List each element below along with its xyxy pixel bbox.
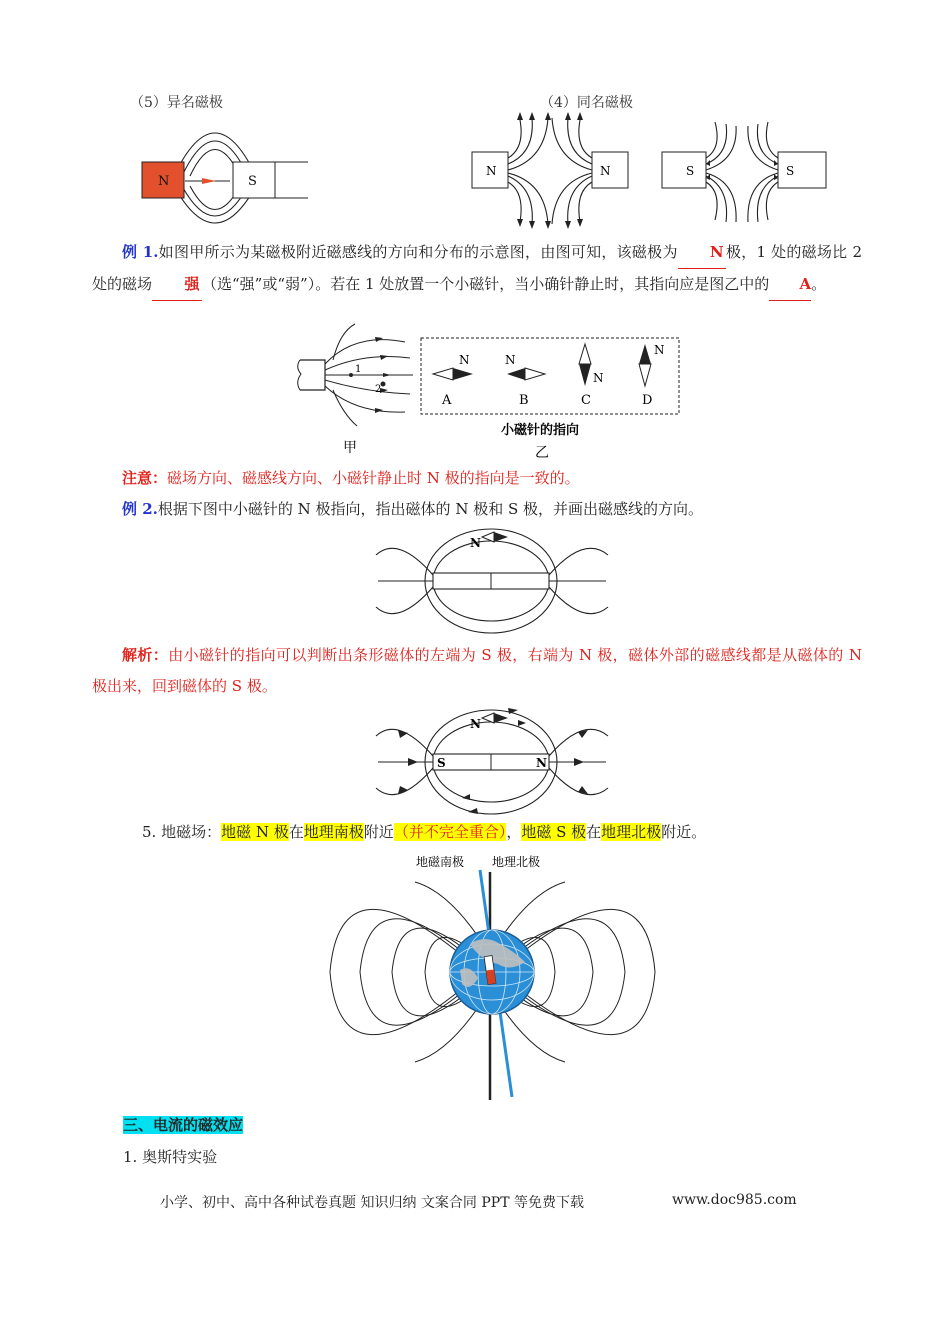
point-1-label: 1 [355, 364, 362, 375]
n-label: N [158, 174, 170, 189]
analysis-label: 解析： [122, 646, 169, 664]
figure-bar-magnet-answer [378, 706, 608, 818]
caption-opposite-poles: （5）异名磁极 [130, 95, 223, 111]
caption-like-poles: （4）同名磁极 [540, 95, 633, 111]
example1-text-a: 如图甲所示为某磁极附近磁感线的方向和分布的示意图，由图可知，该磁极为 [158, 243, 678, 261]
point-2-label: 2 [375, 384, 382, 395]
footer-url[interactable]: www.doc985.com [672, 1192, 797, 1208]
example1-text-d: 。 [811, 275, 827, 293]
option-b-needle-icon [505, 353, 545, 380]
yi-label: 乙 [535, 445, 549, 461]
example1-paragraph [92, 237, 862, 301]
geo-south-pole: 地理南极 [303, 823, 364, 841]
option-c-label: C [581, 393, 591, 408]
analysis-paragraph [92, 640, 862, 702]
needle-box-caption: 小磁针的指向 [501, 423, 580, 438]
example1-text-b: 极，1 处的磁场比 2 处的磁场 [92, 243, 862, 293]
figure-jia-yi [295, 322, 685, 462]
label-geo-north: 地理北极 [492, 855, 541, 869]
footer-text: 小学、初中、高中各种试卷真题 知识归纳 文案合同 PPT 等免费下载 [160, 1195, 584, 1211]
jia-label: 甲 [343, 440, 357, 456]
option-c-needle-icon [579, 344, 604, 386]
small-needle-icon [202, 178, 216, 184]
option-d-label: D [642, 393, 653, 408]
example2-text: 根据下图中小磁针的 N 极指向，指出磁体的 N 极和 S 极，并画出磁感线的方向。 [157, 500, 704, 518]
example1-label: 例 1. [122, 243, 159, 261]
geo-prefix: 5. 地磁场： [142, 823, 222, 841]
answer-n-label: N [536, 756, 547, 770]
option-b-label: B [519, 393, 529, 408]
option-d-needle-icon [639, 343, 665, 386]
note-label: 注意： [122, 469, 168, 487]
geo-north-pole: 地理北极 [601, 823, 662, 841]
section3-title: 三、电流的磁效应 [123, 1116, 244, 1134]
section3-item1: 1. 奥斯特实验 [123, 1148, 218, 1166]
option-a-label: A [442, 393, 452, 408]
option-a-needle-icon [433, 353, 473, 380]
figure-bar-magnet-question [378, 525, 608, 637]
geo-not-coincide: （并不完全重合） [393, 823, 507, 841]
geo-magnetic-n: 地磁 N 极 [221, 823, 289, 841]
svg-text:N: N [459, 353, 470, 367]
figure-opposite-poles [130, 118, 310, 228]
needle-n-label-answer: N [470, 717, 481, 731]
s-label: S [248, 174, 257, 189]
example2-paragraph [92, 494, 862, 525]
geo-magnetic-s: 地磁 S 极 [521, 823, 587, 841]
example2-label: 例 2. [122, 500, 158, 518]
analysis-text: 由小磁针的指向可以判断出条形磁体的左端为 S 极，右端为 N 极，磁体外部的磁感线都是从磁体的 N 极出来，回到磁体的 S 极。 [92, 646, 862, 695]
svg-text:N: N [654, 343, 665, 357]
figure-like-poles-n [470, 118, 630, 228]
n-label-right: N [600, 164, 611, 178]
s-label-right: S [786, 164, 795, 178]
figure-like-poles-s [660, 118, 830, 228]
example1-text-c: （选“强”或“弱”）。若在 1 处放置一个小磁针，当小确针静止时，其指向应是图乙中的 [202, 275, 770, 293]
needle-n-label: N [470, 536, 481, 550]
geomagnetic-paragraph: 5. 地磁场：地磁 N 极在地理南极附近（并不完全重合），地磁 S 极在地理北极附近。 [142, 823, 707, 841]
example1-answer2: 强 [152, 269, 202, 301]
n-label-left: N [486, 164, 497, 178]
svg-text:N: N [505, 353, 516, 367]
s-label-left: S [686, 164, 695, 178]
figure-earth-magnetic-field [320, 852, 665, 1102]
note-text: 磁场方向、磁感线方向、小磁针静止时 N 极的指向是一致的。 [167, 469, 580, 487]
example1-answer1: N [678, 237, 726, 269]
svg-text:N: N [593, 371, 604, 385]
answer-s-label: S [437, 756, 446, 770]
note-paragraph [92, 463, 862, 494]
example1-answer3: A [769, 269, 811, 301]
label-magnetic-south: 地磁南极 [416, 855, 465, 869]
